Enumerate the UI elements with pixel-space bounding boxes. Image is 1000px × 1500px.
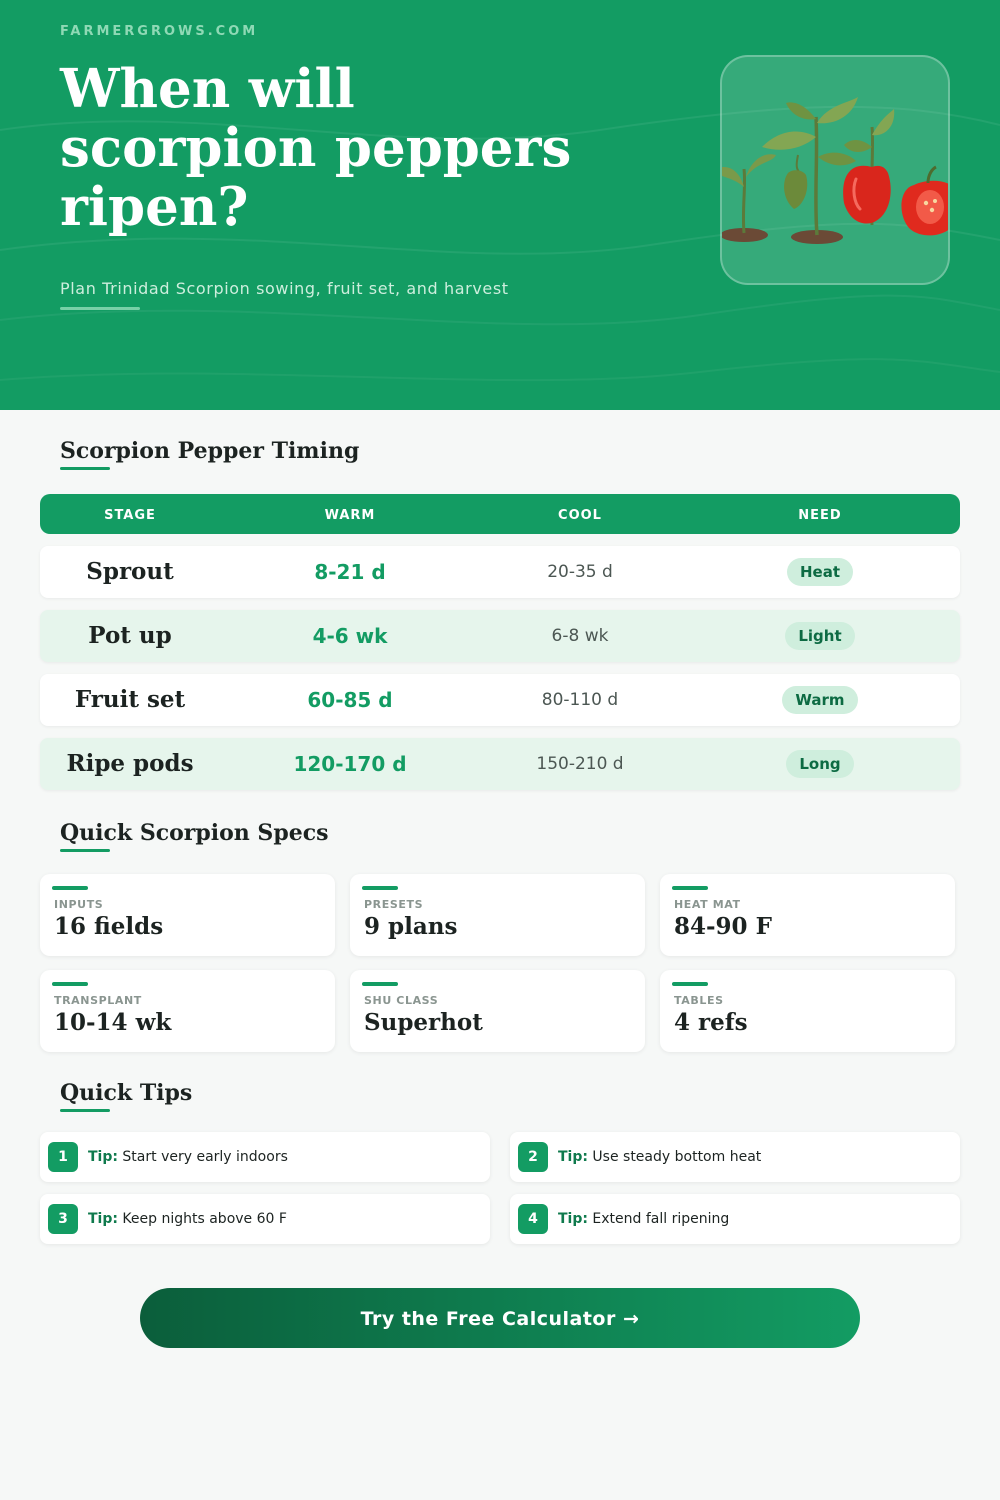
stage-cell: Fruit set: [74, 686, 186, 713]
table-row: [40, 738, 960, 790]
tip-prefix: Tip:: [88, 1211, 118, 1227]
site-name: FARMERGROWS.COM: [60, 24, 259, 39]
tip-text: Extend fall ripening: [592, 1211, 730, 1227]
table-row: [40, 674, 960, 726]
tip-prefix: Tip:: [88, 1149, 118, 1165]
need-cell: [720, 610, 920, 662]
tip-body: [88, 1194, 287, 1244]
spec-label: TABLES: [674, 994, 724, 1007]
tips-title-underline: [60, 1109, 110, 1112]
spec-card-inputs: [40, 874, 335, 956]
tip-prefix: Tip:: [558, 1211, 588, 1227]
stage-cell: Pot up: [88, 622, 172, 649]
pepper-growth-illustration: [720, 55, 950, 285]
page-subtitle: Plan Trinidad Scorpion sowing, fruit set, and harvest: [60, 279, 509, 298]
cool-cell: 20-35 d: [547, 562, 613, 582]
spec-card-shu-class: [350, 970, 645, 1052]
tip-number: 2: [518, 1142, 548, 1172]
tip-prefix: Tip:: [558, 1149, 588, 1165]
warm-cell: 60-85 d: [307, 688, 393, 712]
subtitle-underline: [60, 307, 140, 310]
header-stage: STAGE: [104, 508, 156, 523]
spec-label: PRESETS: [364, 898, 424, 911]
spec-value: 9 plans: [364, 913, 458, 940]
need-badge: Light: [785, 622, 854, 650]
cool-cell: 6-8 wk: [551, 626, 609, 646]
need-cell: [720, 738, 920, 790]
warm-cell: 120-170 d: [293, 752, 407, 776]
spec-value: 16 fields: [54, 913, 164, 940]
cool-cell: 150-210 d: [536, 754, 624, 774]
spec-card-presets: [350, 874, 645, 956]
spec-value: 10-14 wk: [54, 1009, 172, 1036]
need-badge: Long: [786, 750, 853, 778]
tip-item: [510, 1194, 960, 1244]
hero-banner: [0, 0, 1000, 410]
card-accent-bar: [672, 886, 708, 890]
spec-value: 4 refs: [674, 1009, 748, 1036]
card-accent-bar: [52, 886, 88, 890]
tip-body: [88, 1132, 288, 1182]
spec-card-transplant: [40, 970, 335, 1052]
need-badge: Heat: [787, 558, 853, 586]
timing-section-title: Scorpion Pepper Timing: [60, 438, 360, 464]
tip-text: Use steady bottom heat: [592, 1149, 762, 1165]
header-warm: WARM: [324, 508, 376, 523]
tip-number: 3: [48, 1204, 78, 1234]
tip-number: 4: [518, 1204, 548, 1234]
card-accent-bar: [52, 982, 88, 986]
need-cell: [720, 546, 920, 598]
tip-body: [558, 1132, 761, 1182]
pepper-plants-icon: [722, 57, 950, 285]
stage-cell: Ripe pods: [66, 750, 194, 777]
spec-value: Superhot: [364, 1009, 483, 1036]
spec-label: SHU CLASS: [364, 994, 439, 1007]
cool-cell: 80-110 d: [541, 690, 619, 710]
specs-title-underline: [60, 849, 110, 852]
spec-label: INPUTS: [54, 898, 104, 911]
need-badge: Warm: [782, 686, 857, 714]
spec-value: 84-90 F: [674, 913, 772, 940]
tip-text: Keep nights above 60 F: [122, 1211, 287, 1227]
card-accent-bar: [362, 982, 398, 986]
spec-card-tables: [660, 970, 955, 1052]
stage-cell: Sprout: [86, 558, 174, 585]
tip-item: [40, 1132, 490, 1182]
tip-text: Start very early indoors: [122, 1149, 288, 1165]
table-row: [40, 546, 960, 598]
tips-section-title: Quick Tips: [60, 1080, 193, 1106]
table-row: [40, 610, 960, 662]
tip-number: 1: [48, 1142, 78, 1172]
card-accent-bar: [672, 982, 708, 986]
warm-cell: 8-21 d: [314, 560, 386, 584]
header-need: NEED: [798, 508, 842, 523]
spec-label: TRANSPLANT: [54, 994, 142, 1007]
header-cool: COOL: [558, 508, 602, 523]
warm-cell: 4-6 wk: [312, 624, 388, 648]
page-title: When will scorpion peppers ripen?: [60, 58, 572, 238]
spec-label: HEAT MAT: [674, 898, 741, 911]
tip-body: [558, 1194, 729, 1244]
free-calculator-button[interactable]: Try the Free Calculator →: [140, 1288, 860, 1348]
spec-card-heat-mat: [660, 874, 955, 956]
tip-item: [510, 1132, 960, 1182]
timing-title-underline: [60, 467, 110, 470]
timing-table-header: [40, 494, 960, 534]
tip-item: [40, 1194, 490, 1244]
specs-section-title: Quick Scorpion Specs: [60, 820, 329, 846]
card-accent-bar: [362, 886, 398, 890]
need-cell: [720, 674, 920, 726]
